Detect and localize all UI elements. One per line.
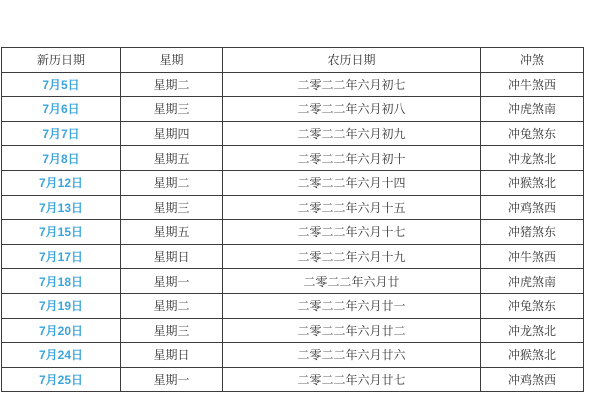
lunar-date-cell: 二零二二年六月廿一 <box>223 293 481 318</box>
weekday-cell: 星期二 <box>121 170 223 195</box>
weekday-cell: 星期日 <box>121 244 223 269</box>
clash-cell: 冲兔煞东 <box>481 121 584 146</box>
clash-cell: 冲鸡煞西 <box>481 367 584 392</box>
solar-date-cell[interactable]: 7月17日 <box>2 244 121 269</box>
weekday-cell: 星期一 <box>121 367 223 392</box>
clash-cell: 冲猴煞北 <box>481 170 584 195</box>
header-clash: 冲煞 <box>481 48 584 73</box>
table-row <box>2 244 584 269</box>
table-row <box>2 367 584 392</box>
solar-date-cell[interactable]: 7月20日 <box>2 318 121 343</box>
table-row <box>2 170 584 195</box>
lunar-date-cell: 二零二二年六月初七 <box>223 72 481 97</box>
clash-cell: 冲龙煞北 <box>481 318 584 343</box>
table-row <box>2 146 584 171</box>
clash-cell: 冲虎煞南 <box>481 97 584 122</box>
header-solar-date: 新历日期 <box>2 48 121 73</box>
lunar-date-cell: 二零二二年六月初十 <box>223 146 481 171</box>
lunar-date-cell: 二零二二年六月初九 <box>223 121 481 146</box>
clash-cell: 冲龙煞北 <box>481 146 584 171</box>
weekday-cell: 星期一 <box>121 269 223 294</box>
solar-date-cell[interactable]: 7月5日 <box>2 72 121 97</box>
header-weekday: 星期 <box>121 48 223 73</box>
weekday-cell: 星期日 <box>121 343 223 368</box>
lunar-date-cell: 二零二二年六月廿 <box>223 269 481 294</box>
solar-date-cell[interactable]: 7月13日 <box>2 195 121 220</box>
solar-date-cell[interactable]: 7月8日 <box>2 146 121 171</box>
weekday-cell: 星期五 <box>121 146 223 171</box>
clash-cell: 冲鸡煞西 <box>481 195 584 220</box>
lunar-date-cell: 二零二二年六月廿二 <box>223 318 481 343</box>
table-row <box>2 269 584 294</box>
table-body <box>2 72 584 392</box>
lunar-date-cell: 二零二二年六月十九 <box>223 244 481 269</box>
table-row <box>2 97 584 122</box>
solar-date-cell[interactable]: 7月18日 <box>2 269 121 294</box>
lunar-date-cell: 二零二二年六月廿七 <box>223 367 481 392</box>
clash-cell: 冲兔煞东 <box>481 293 584 318</box>
lunar-date-cell: 二零二二年六月十四 <box>223 170 481 195</box>
clash-cell: 冲牛煞西 <box>481 72 584 97</box>
weekday-cell: 星期三 <box>121 97 223 122</box>
weekday-cell: 星期四 <box>121 121 223 146</box>
weekday-cell: 星期三 <box>121 318 223 343</box>
clash-cell: 冲猴煞北 <box>481 343 584 368</box>
table-header <box>2 48 584 73</box>
lunar-date-cell: 二零二二年六月廿六 <box>223 343 481 368</box>
clash-cell: 冲牛煞西 <box>481 244 584 269</box>
clash-cell: 冲猪煞东 <box>481 220 584 245</box>
weekday-cell: 星期五 <box>121 220 223 245</box>
solar-date-cell[interactable]: 7月15日 <box>2 220 121 245</box>
weekday-cell: 星期二 <box>121 293 223 318</box>
lunar-date-cell: 二零二二年六月十七 <box>223 220 481 245</box>
table-row <box>2 293 584 318</box>
solar-date-cell[interactable]: 7月25日 <box>2 367 121 392</box>
table-row <box>2 72 584 97</box>
table-row <box>2 220 584 245</box>
weekday-cell: 星期三 <box>121 195 223 220</box>
solar-date-cell[interactable]: 7月12日 <box>2 170 121 195</box>
solar-date-cell[interactable]: 7月24日 <box>2 343 121 368</box>
almanac-table <box>1 47 584 392</box>
clash-cell: 冲虎煞南 <box>481 269 584 294</box>
weekday-cell: 星期二 <box>121 72 223 97</box>
lunar-date-cell: 二零二二年六月初八 <box>223 97 481 122</box>
solar-date-cell[interactable]: 7月6日 <box>2 97 121 122</box>
table-row <box>2 195 584 220</box>
solar-date-cell[interactable]: 7月19日 <box>2 293 121 318</box>
header-lunar-date: 农历日期 <box>223 48 481 73</box>
lunar-date-cell: 二零二二年六月十五 <box>223 195 481 220</box>
table-row <box>2 343 584 368</box>
header-row <box>2 48 584 73</box>
table-row <box>2 121 584 146</box>
solar-date-cell[interactable]: 7月7日 <box>2 121 121 146</box>
table-row <box>2 318 584 343</box>
